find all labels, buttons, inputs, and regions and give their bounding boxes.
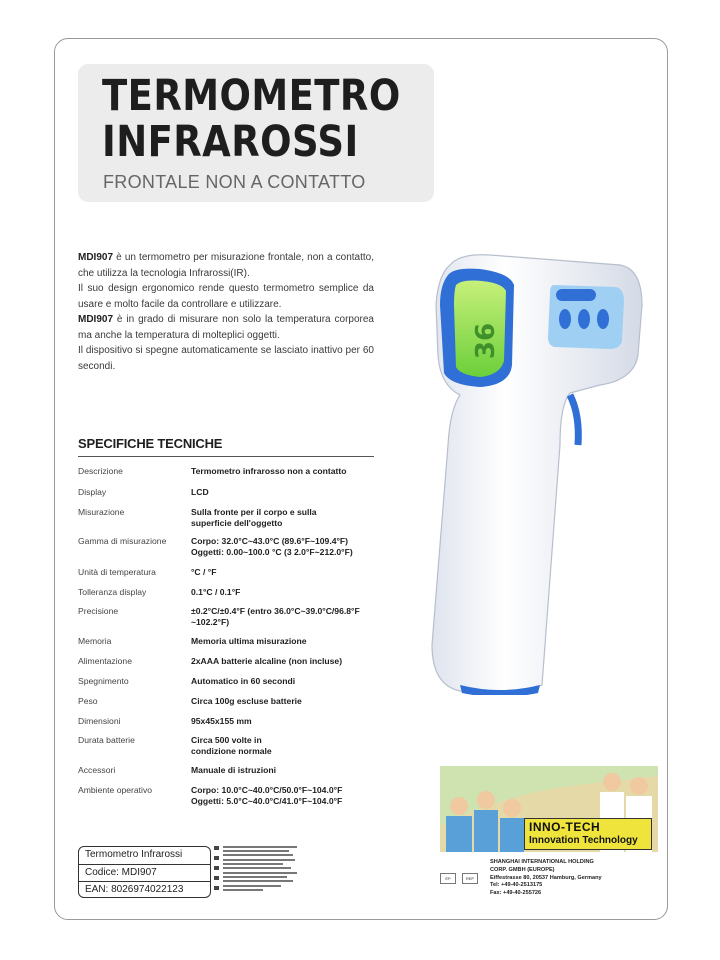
intro-paragraph-1: è un termometro per misurazione frontale, non a contatto, che utilizza la tecnologia Infrarossi(IR). <box>78 252 374 279</box>
logo-tagline: Innovation Technology <box>529 835 638 846</box>
spec-value: Corpo: 32.0°C~43.0°C (89.6°F~109.4°F) Oggetti: 0.00~100.0 °C (3 2.0°F~212.0°F) <box>191 536 353 557</box>
spec-value: 95x45x155 mm <box>191 716 252 726</box>
logo-text: INNO-TECH <box>529 820 601 834</box>
spec-key: Durata batterie <box>78 735 135 745</box>
spec-key: Tolleranza display <box>78 587 147 597</box>
spec-key: Display <box>78 487 107 497</box>
spec-key: Unità di temperatura <box>78 567 156 577</box>
intro-paragraph-2: Il suo design ergonomico rende questo termometro semplice da usare e molto facile da controllare e utilizzare. <box>78 283 374 310</box>
manufacturer-address: Eiffestrasse 80, 20537 Hamburg, Germany <box>490 874 602 881</box>
regulatory-symbols-icon <box>213 846 221 894</box>
intro-text <box>78 250 374 374</box>
label-code: Codice: MDI907 <box>79 865 210 883</box>
spec-value: Circa 100g escluse batterie <box>191 696 302 706</box>
spec-value: 2xAAA batterie alcaline (non incluse) <box>191 656 343 666</box>
spec-key: Gamma di misurazione <box>78 536 167 546</box>
manufacturer-info <box>490 859 650 898</box>
spec-key: Ambiente operativo <box>78 785 153 795</box>
model-name: MDI907 <box>78 252 114 263</box>
spec-value: Manuale di istruzioni <box>191 765 276 775</box>
specs-divider <box>78 456 374 457</box>
spec-key: Misurazione <box>78 507 125 517</box>
innotech-logo <box>524 818 652 850</box>
label-product-name: Termometro Infrarossi <box>79 847 210 865</box>
model-name: MDI907 <box>78 314 114 325</box>
spec-key: Spegnimento <box>78 676 129 686</box>
thermometer-product-image <box>420 245 650 695</box>
product-label <box>78 846 211 898</box>
rep-symbol: REP <box>462 873 478 884</box>
spec-key: Dimensioni <box>78 716 121 726</box>
ec-symbol: EP <box>440 873 456 884</box>
spec-value: Automatico in 60 secondi <box>191 676 296 686</box>
lcd-reading: 36 <box>471 322 501 360</box>
spec-key: Descrizione <box>78 466 123 476</box>
intro-paragraph-3: è in grado di misurare non solo la temperatura corporea ma anche la temperatura di molteplici oggetti. <box>78 314 374 341</box>
spec-value: Memoria ultima misurazione <box>191 636 307 646</box>
spec-key: Precisione <box>78 606 119 616</box>
manufacturer-fax: Fax: +49-40-255726 <box>490 890 542 897</box>
specs-heading: SPECIFICHE TECNICHE <box>78 436 223 451</box>
manufacturer-name: SHANGHAI INTERNATIONAL HOLDING <box>490 859 594 865</box>
spec-value: °C / °F <box>191 567 217 577</box>
manufacturer-tel: Tel: +49-40-2513175 <box>490 882 543 889</box>
spec-value: 0.1°C / 0.1°F <box>191 587 241 597</box>
spec-value: Corpo: 10.0°C~40.0°C/50.0°F~104.0°F Oggetti: 5.0°C~40.0°C/41.0°F~104.0°F <box>191 785 343 806</box>
subtitle: FRONTALE NON A CONTATTO <box>103 172 366 192</box>
spec-value: Circa 500 volte in condizione normale <box>191 735 272 756</box>
spec-key: Alimentazione <box>78 656 132 666</box>
intro-paragraph-4: Il dispositivo si spegne automaticamente se lasciato inattivo per 60 secondi. <box>78 345 374 372</box>
multilingual-fine-print <box>223 846 305 896</box>
spec-value: ±0.2°C/±0.4°F (entro 36.0°C~39.0°C/96.8°F ~102.2°F) <box>191 606 360 627</box>
title-line-1: TERMOMETRO <box>102 71 401 121</box>
spec-value: Termometro infrarosso non a contatto <box>191 466 347 476</box>
ec-rep-symbols <box>440 867 484 885</box>
manufacturer-name-2: CORP. GMBH (EUROPE) <box>490 866 555 873</box>
label-ean: EAN: 8026974022123 <box>85 884 184 896</box>
spec-key: Accessori <box>78 765 116 775</box>
spec-key: Memoria <box>78 636 112 646</box>
spec-value: LCD <box>191 487 209 497</box>
title-line-2: INFRAROSSI <box>102 117 359 167</box>
spec-key: Peso <box>78 696 98 706</box>
spec-value: Sulla fronte per il corpo e sulla superficie dell'oggetto <box>191 507 317 528</box>
